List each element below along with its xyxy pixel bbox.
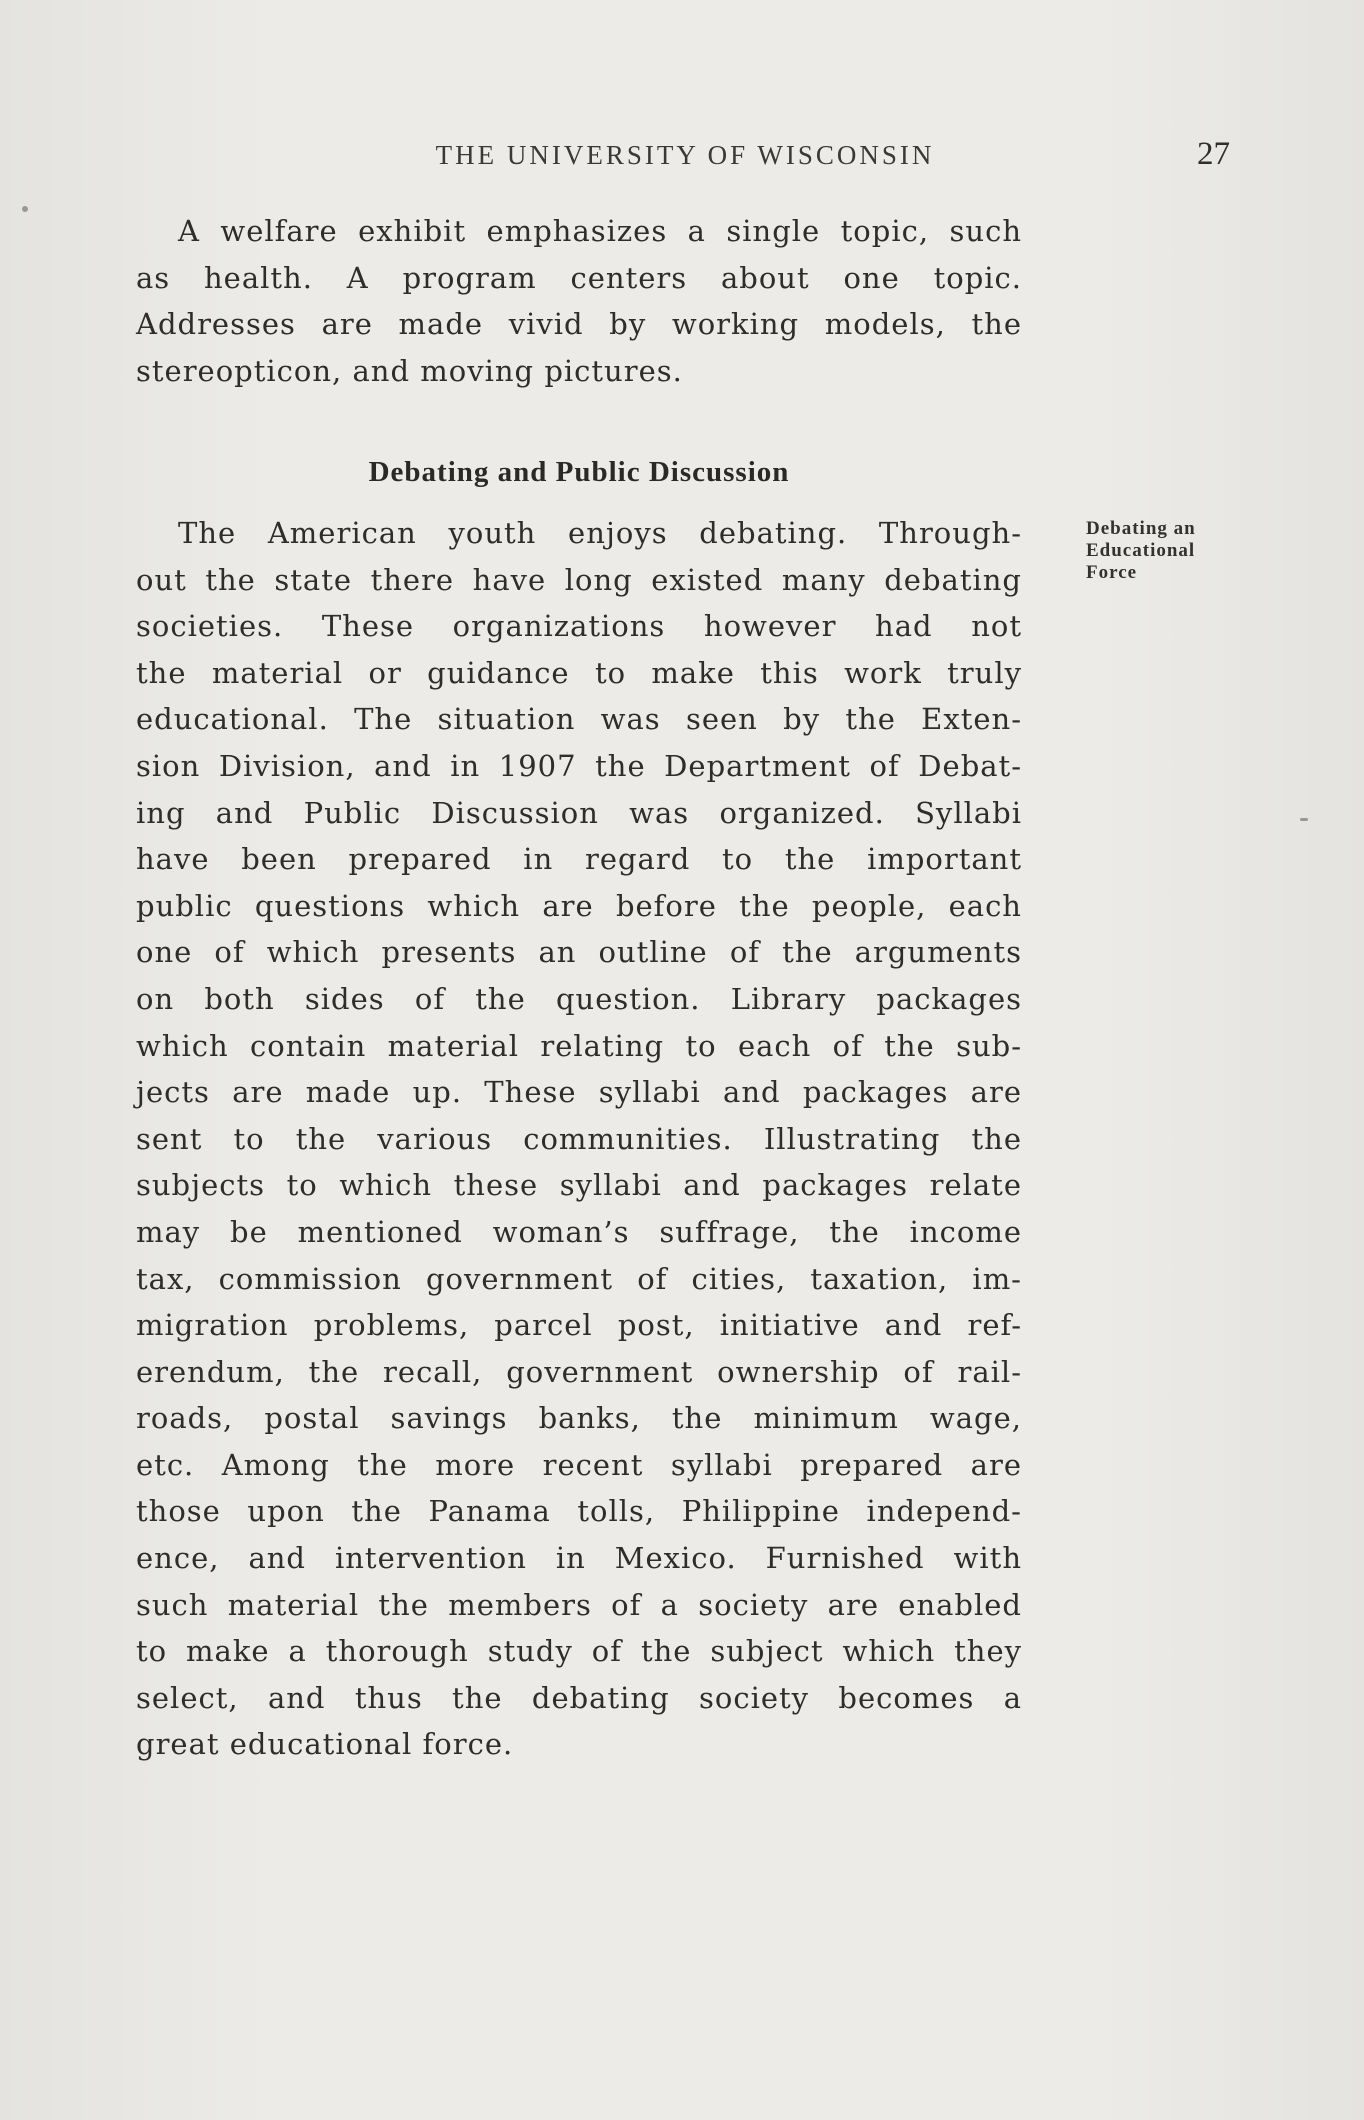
text-line: sent to the various communities. Illustrating the xyxy=(136,1121,1022,1156)
text-line: one of which presents an outline of the arguments xyxy=(136,935,1022,970)
text-line: which contain material relating to each of the sub- xyxy=(136,1028,1022,1063)
text-line: may be mentioned woman’s suffrage, the income xyxy=(136,1214,1022,1249)
text-line: as health. A program centers about one topic. xyxy=(136,260,1022,295)
margin-note-line: Force xyxy=(1086,562,1138,583)
text-line: sion Division, and in 1907 the Department of Debat- xyxy=(136,748,1022,783)
margin-note-line: Debating an xyxy=(1086,518,1196,539)
text-line: stereopticon, and moving pictures. xyxy=(136,353,683,388)
paper-speck xyxy=(1300,818,1308,821)
text-line: educational. The situation was seen by the Exten- xyxy=(136,702,1022,737)
text-line: those upon the Panama tolls, Philippine independ- xyxy=(136,1494,1022,1529)
running-title: THE UNIVERSITY OF WISCONSIN xyxy=(435,140,935,170)
text-line: jects are made up. These syllabi and packages are xyxy=(136,1075,1022,1110)
text-line: The American youth enjoys debating. Through- xyxy=(178,516,1022,550)
margin-note xyxy=(1086,518,1236,584)
text-line: societies. These organizations however had not xyxy=(136,609,1022,644)
text-line: A welfare exhibit emphasizes a single topic, such xyxy=(178,214,1022,248)
text-line: Addresses are made vivid by working models, the xyxy=(136,307,1022,342)
margin-note-line: Educational xyxy=(1086,540,1196,561)
text-line: roads, postal savings banks, the minimum wage, xyxy=(136,1401,1022,1436)
text-line: the material or guidance to make this work truly xyxy=(136,655,1022,690)
text-line: such material the members of a society are enabled xyxy=(136,1587,1022,1622)
running-head xyxy=(140,136,1230,176)
section-heading: Debating and Public Discussion xyxy=(368,456,790,488)
paper-speck xyxy=(22,206,28,212)
text-line: etc. Among the more recent syllabi prepared are xyxy=(136,1447,1022,1482)
text-line: erendum, the recall, government ownership of rail- xyxy=(136,1354,1022,1389)
text-line: tax, commission government of cities, taxation, im- xyxy=(136,1261,1022,1296)
paragraph-debating xyxy=(136,510,1022,1768)
text-line: out the state there have long existed many debating xyxy=(136,562,1022,597)
text-line: ing and Public Discussion was organized. Syllabi xyxy=(136,795,1022,830)
text-line: migration problems, parcel post, initiative and ref- xyxy=(136,1308,1022,1343)
text-line: great educational force. xyxy=(136,1727,514,1762)
text-line: select, and thus the debating society becomes a xyxy=(136,1680,1022,1715)
text-line: to make a thorough study of the subject which they xyxy=(136,1634,1022,1669)
text-line: on both sides of the question. Library packages xyxy=(136,981,1022,1016)
text-line: subjects to which these syllabi and packages relate xyxy=(136,1168,1022,1203)
paragraph-welfare-exhibit xyxy=(136,208,1022,394)
page-number: 27 xyxy=(1197,136,1230,172)
text-line: public questions which are before the people, each xyxy=(136,888,1022,923)
text-line: have been prepared in regard to the important xyxy=(136,842,1022,877)
text-line: ence, and intervention in Mexico. Furnished with xyxy=(136,1541,1022,1576)
